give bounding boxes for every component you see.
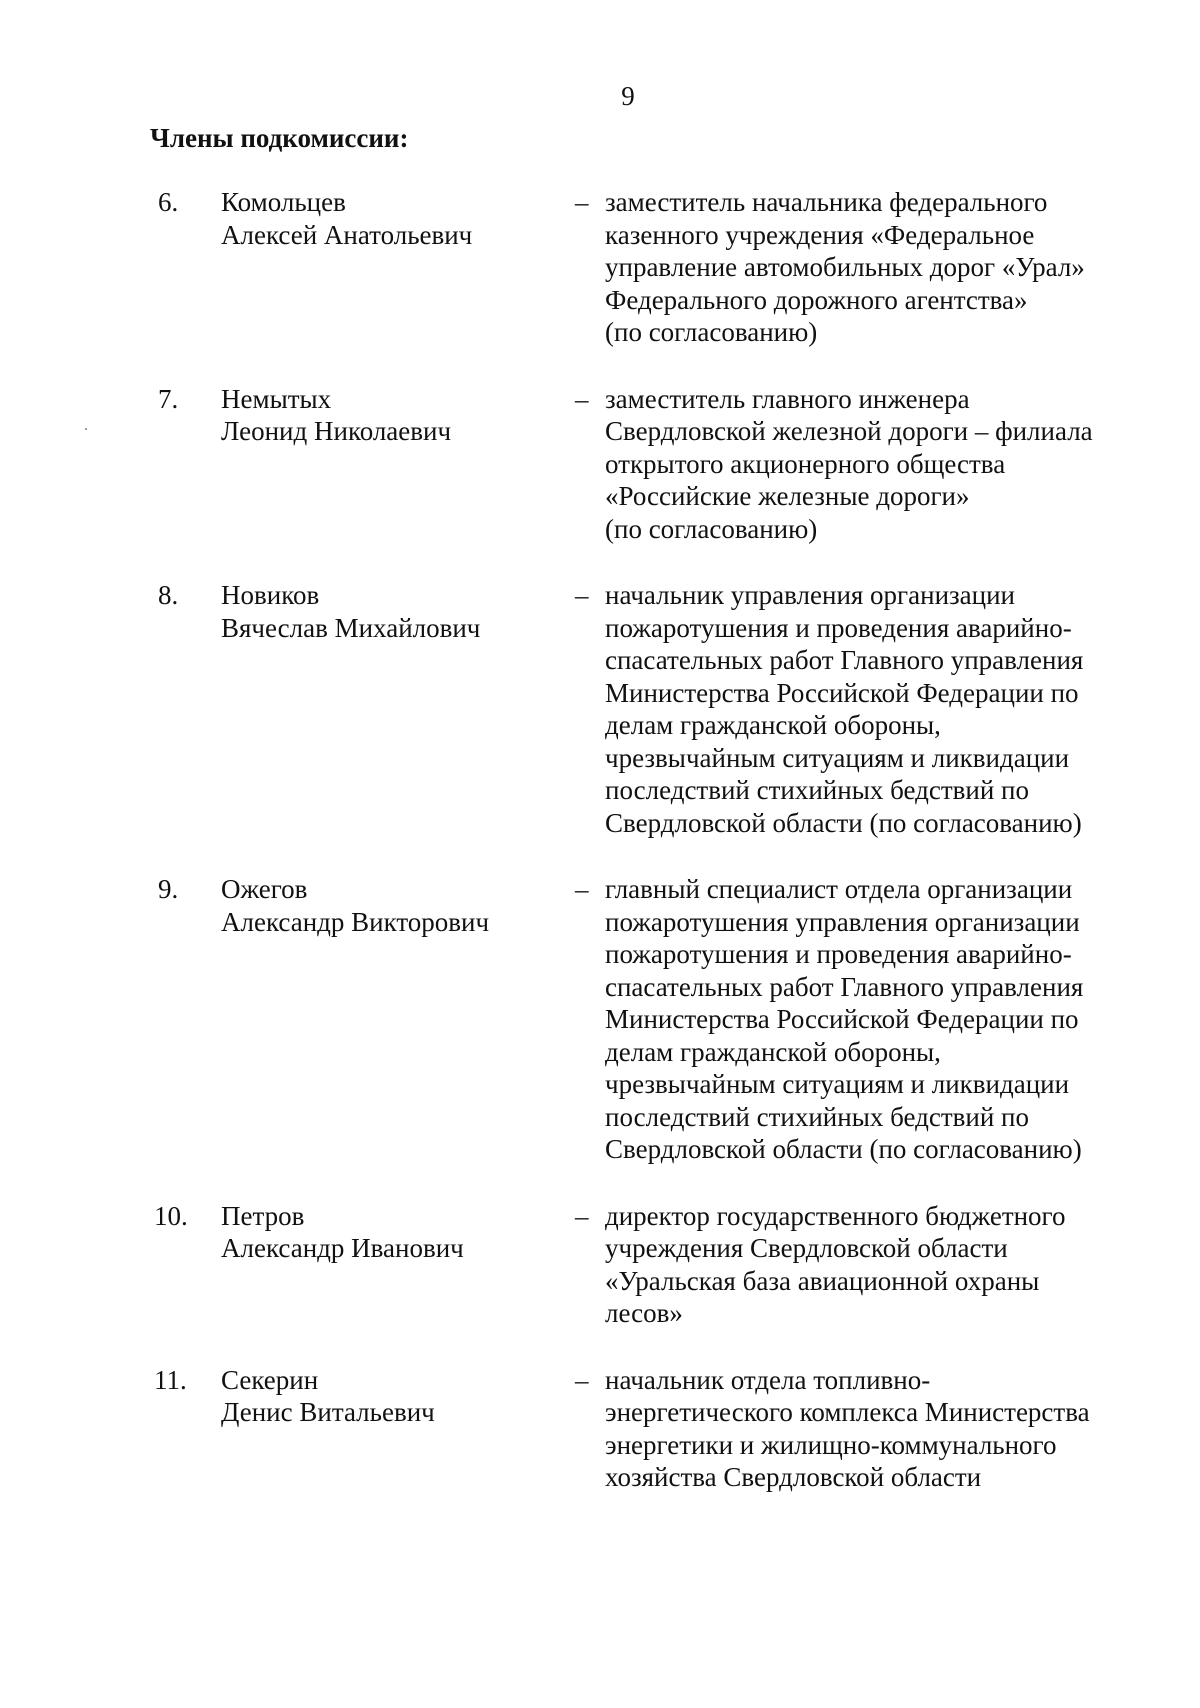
member-entry — [0, 579, 1200, 839]
member-given-names: Александр Иванович — [221, 1233, 464, 1263]
member-name — [221, 383, 561, 448]
member-name — [221, 186, 561, 251]
member-entry — [0, 1200, 1200, 1330]
member-entry — [0, 1364, 1200, 1494]
member-number: 9. — [158, 874, 179, 904]
member-position: главный специалист отдела организации пожаротушения управления организации пожаротушения и проведения аварийно- спасательных работ Главного управления Министерства Российской Федерации по делам гражданской обороны, чрезвычайным ситуациям и ликвидации последствий стихийных бедствий по Свердловской области (по согласованию) — [605, 874, 1084, 1164]
member-list — [0, 186, 1200, 1528]
member-name — [221, 1364, 561, 1429]
member-surname: Ожегов — [221, 874, 308, 904]
member-name — [221, 873, 561, 938]
member-number: 10. — [154, 1200, 188, 1231]
member-position: заместитель начальника федерального казенного учреждения «Федеральное управление автомобильных дорог «Урал» Федерального дорожного агентства» (по согласованию) — [605, 187, 1085, 347]
member-surname: Новиков — [221, 580, 320, 610]
member-surname: Секерин — [221, 1364, 319, 1395]
separator-dash: – — [575, 874, 589, 904]
separator-dash: – — [575, 1364, 589, 1395]
member-name — [221, 1200, 561, 1265]
member-surname: Комольцев — [221, 187, 346, 217]
member-given-names: Леонид Николаевич — [221, 416, 452, 446]
member-name — [221, 579, 561, 644]
member-given-names: Александр Викторович — [221, 906, 490, 937]
section-heading: Члены подкомиссии: — [150, 123, 409, 153]
member-given-names: Алексей Анатольевич — [221, 219, 473, 250]
member-entry — [0, 383, 1200, 546]
member-surname: Немытых — [221, 383, 332, 414]
member-entry — [0, 186, 1200, 349]
member-entry — [0, 873, 1200, 1166]
member-number: 11. — [154, 1364, 187, 1395]
member-surname: Петров — [221, 1200, 305, 1231]
member-number: 8. — [158, 580, 179, 610]
member-number: 7. — [158, 383, 179, 414]
member-number: 6. — [158, 187, 179, 217]
member-given-names: Вячеслав Михайлович — [221, 612, 481, 643]
member-position: заместитель главного инженера Свердловской железной дороги – филиала открытого акционерного общества «Российские железные дороги» (по согласованию) — [605, 383, 1093, 544]
separator-dash: – — [575, 187, 589, 217]
separator-dash: – — [575, 580, 589, 610]
member-position: начальник управления организации пожаротушения и проведения аварийно- спасательных работ Главного управления Министерства Российской Федерации по делам гражданской обороны, чрезвычайным ситуациям и ликвидации последствий стихийных бедствий по Свердловской области (по согласованию) — [605, 580, 1084, 838]
member-position: начальник отдела топливно- энергетического комплекса Министерства энергетики и жилищно-коммунального хозяйства Свердловской области — [605, 1364, 1090, 1492]
separator-dash: – — [575, 383, 589, 414]
page-number: 9 — [621, 81, 635, 111]
member-position: директор государственного бюджетного учреждения Свердловской области «Уральская база авиационной охраны лесов» — [605, 1200, 1066, 1328]
separator-dash: – — [575, 1200, 589, 1231]
member-given-names: Денис Витальевич — [221, 1397, 435, 1427]
